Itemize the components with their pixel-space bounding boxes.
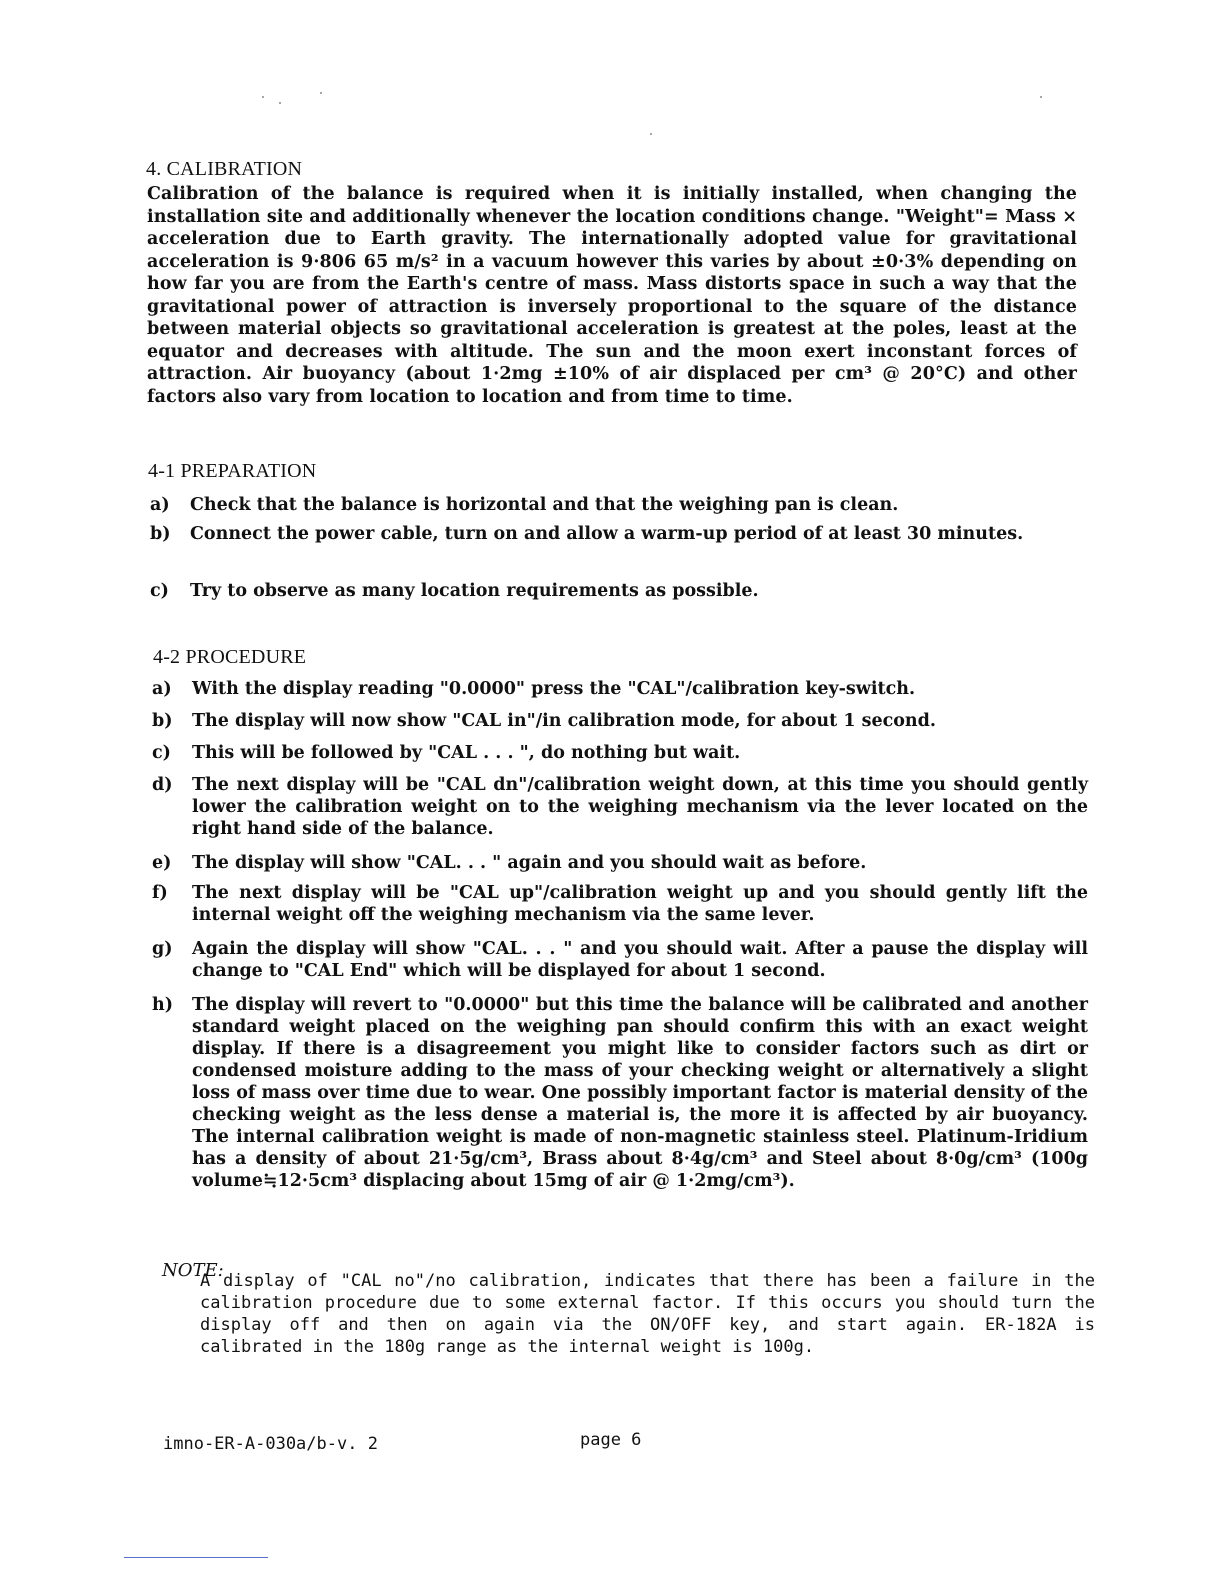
scan-speck	[650, 133, 652, 135]
item-text: The next display will be "CAL dn"/calibration weight down, at this time you should gently lower the calibration weight on to the weighing mechanism via the lever located on the right hand side of the balance.	[192, 775, 1088, 839]
preparation-item-b	[150, 523, 1080, 545]
scan-speck	[262, 96, 264, 98]
preparation-item-c	[150, 580, 1080, 602]
item-marker: b)	[152, 711, 173, 731]
item-marker: a)	[152, 679, 172, 699]
note-text: A display of "CAL no"/no calibration, indicates that there has been a failure in the calibration procedure due to some external factor. If this occurs you should turn the display off and then on again via the ON/OFF key, and start again. ER-182A is calibrated in the 180g range as the internal weight is 100g.	[200, 1271, 1095, 1357]
scan-speck	[320, 92, 322, 94]
scan-speck	[279, 102, 281, 104]
item-text: With the display reading "0.0000" press the "CAL"/calibration key-switch.	[192, 679, 916, 699]
item-marker: f)	[152, 883, 168, 903]
item-text: Check that the balance is horizontal and that the weighing pan is clean.	[190, 495, 899, 515]
item-marker: h)	[152, 995, 174, 1015]
procedure-item-g	[152, 938, 1088, 982]
procedure-item-a	[152, 678, 1088, 700]
bottom-rule	[124, 1557, 268, 1558]
calibration-paragraph: Calibration of the balance is required when it is initially installed, when changing the installation site and additionally whenever the location conditions change. "Weight"= Mass × acceleration due to Earth gravity. The internationally adopted value for gravitational acceleration is 9·806 65 m/s² in a vacuum however this varies by about ±0·3% depending on how far you are from the Earth's centre of mass. Mass distorts space in such a way that the gravitational power of attraction is inversely proportional to the square of the distance between material objects so gravitational acceleration is greatest at the poles, least at the equator and decreases with altitude. The sun and the moon exert inconstant forces of attraction. Air buoyancy (about 1·2mg ±10% of air displaced per cm³ @ 20°C) and other factors also vary from location to location and from time to time.	[147, 184, 1077, 407]
item-text: The display will now show "CAL in"/in calibration mode, for about 1 second.	[192, 711, 936, 731]
note-label: NOTE:	[162, 1260, 224, 1281]
item-marker: d)	[152, 775, 173, 795]
procedure-item-f	[152, 882, 1088, 926]
item-text: The next display will be "CAL up"/calibration weight up and you should gently lift the internal weight off the weighing mechanism via the same lever.	[192, 883, 1088, 925]
item-marker: c)	[150, 581, 169, 601]
item-text: This will be followed by "CAL . . . ", do nothing but wait.	[192, 743, 741, 763]
item-text: Connect the power cable, turn on and allow a warm-up period of at least 30 minutes.	[190, 524, 1024, 544]
procedure-item-b	[152, 710, 1088, 732]
procedure-item-e	[152, 852, 1088, 874]
item-marker: b)	[150, 524, 171, 544]
document-id: imno-ER-A-030a/b-v. 2	[163, 1434, 378, 1454]
item-marker: c)	[152, 743, 171, 763]
procedure-item-d	[152, 774, 1088, 840]
item-marker: e)	[152, 853, 172, 873]
item-text: The display will revert to "0.0000" but this time the balance will be calibrated and another standard weight placed on the weighing pan should confirm this with an exact weight display. If there is a disagreement you might like to consider factors such as dirt or condensed moisture adding to the mass of your checking weight or alternatively a slight loss of mass over time due to wear. One possibly important factor is material density of the checking weight as the less dense a material is, the more it is affected by air buoyancy. The internal calibration weight is made of non-magnetic stainless steel. Platinum-Iridium has a density of about 21·5g/cm³, Brass about 8·4g/cm³ and Steel about 8·0g/cm³ (100g volume≒12·5cm³ displacing about 15mg of air @ 1·2mg/cm³).	[192, 995, 1088, 1191]
item-marker: g)	[152, 939, 173, 959]
item-marker: a)	[150, 495, 170, 515]
item-text: Try to observe as many location requirements as possible.	[190, 581, 759, 601]
page-number: page 6	[580, 1430, 642, 1450]
procedure-item-c	[152, 742, 1088, 764]
section-heading-calibration: 4. CALIBRATION	[146, 158, 303, 180]
item-text: Again the display will show "CAL. . . " and you should wait. After a pause the display will change to "CAL End" which will be displayed for about 1 second.	[192, 939, 1088, 981]
scan-speck	[1040, 96, 1042, 98]
item-text: The display will show "CAL. . . " again and you should wait as before.	[192, 853, 867, 873]
procedure-item-h	[152, 994, 1088, 1192]
preparation-item-a	[150, 494, 1080, 516]
section-heading-preparation: 4-1 PREPARATION	[148, 460, 317, 482]
section-heading-procedure: 4-2 PROCEDURE	[153, 646, 307, 668]
